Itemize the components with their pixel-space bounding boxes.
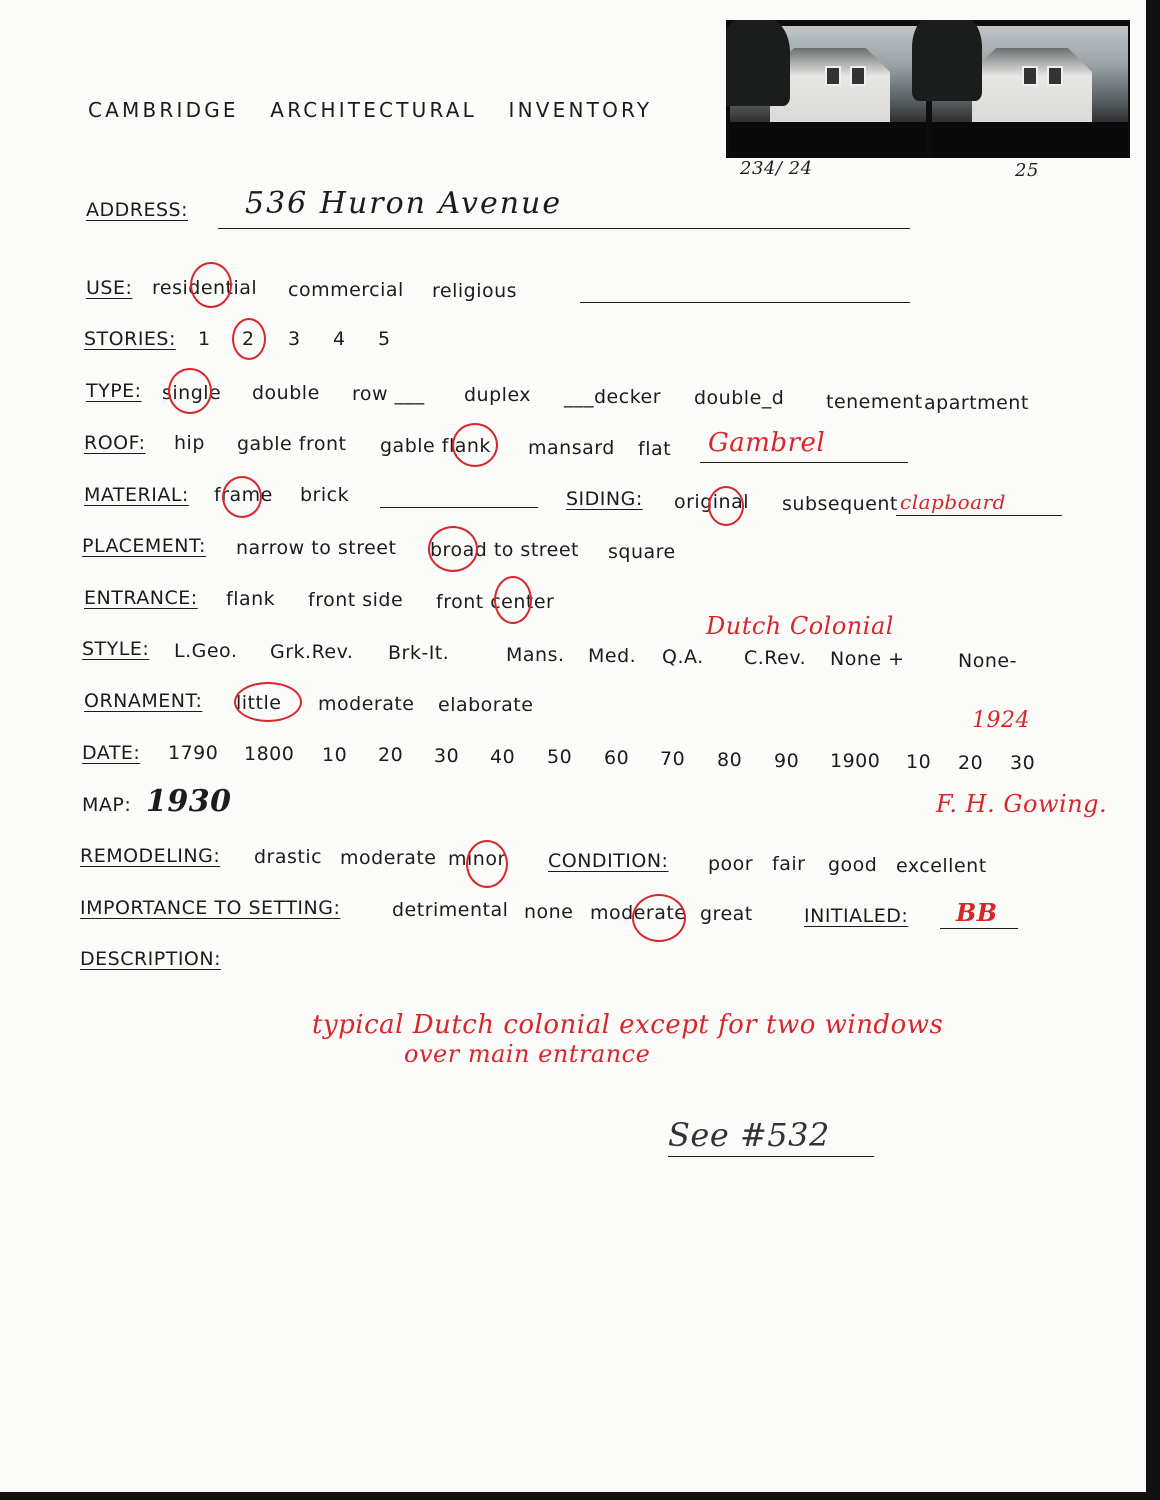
entrance-selection-circle	[494, 576, 532, 624]
roof-option-mansard: mansard	[528, 437, 615, 459]
type-selection-circle	[168, 368, 212, 414]
style-option-grkrev: Grk.Rev.	[270, 641, 354, 663]
condition-option-poor: poor	[708, 853, 754, 875]
date-label: DATE:	[82, 742, 141, 764]
ornament-option-elaborate: elaborate	[438, 694, 534, 716]
date-option-60: 60	[604, 747, 630, 769]
material-option-brick: brick	[300, 484, 350, 506]
remodeling-option-minor: minor	[448, 848, 506, 870]
entrance-label: ENTRANCE:	[84, 587, 198, 609]
condition-option-fair: fair	[772, 853, 806, 875]
type-option-tenement: tenement	[826, 391, 923, 413]
style-option-mans: Mans.	[506, 644, 565, 666]
material-option-frame: frame	[214, 484, 273, 506]
use-other-line	[580, 302, 910, 303]
type-option-duplex: duplex	[464, 384, 532, 406]
remodeling-label: REMODELING:	[80, 845, 221, 867]
date-option-1790: 1790	[168, 742, 219, 764]
importance-option-great: great	[700, 903, 753, 925]
condition-label: CONDITION:	[548, 850, 669, 872]
stories-selection-circle	[232, 318, 266, 360]
style-handwritten: Dutch Colonial	[706, 612, 894, 640]
material-label: MATERIAL:	[84, 484, 189, 506]
importance-option-none: none	[524, 901, 574, 923]
date-option-20: 20	[378, 744, 404, 766]
map-value: 1930	[146, 784, 232, 819]
condition-option-excellent: excellent	[896, 855, 987, 877]
siding-option-original: original	[674, 491, 750, 513]
date-option-90: 90	[774, 750, 800, 772]
style-option-med: Med.	[588, 645, 637, 667]
remodeling-option-moderate: moderate	[340, 847, 437, 869]
importance-selection-circle	[632, 894, 686, 942]
description-line-1: typical Dutch colonial except for two windows	[312, 1010, 944, 1040]
house-photo-left	[730, 26, 926, 156]
entrance-option-front-center: front center	[436, 591, 555, 613]
style-option-lgeo: L.Geo.	[174, 640, 238, 662]
roof-other-line	[700, 462, 908, 463]
stories-option-3: 3	[288, 328, 301, 350]
date-option-1910: 10	[906, 751, 932, 773]
initialed-value: BB	[956, 898, 998, 927]
date-option-1900: 1900	[830, 750, 881, 772]
use-label: USE:	[86, 277, 133, 299]
style-option-none-plus: None +	[830, 648, 905, 670]
remodeling-selection-circle	[466, 840, 508, 888]
placement-option-broad: broad to street	[430, 539, 580, 561]
siding-selection-circle	[708, 486, 744, 526]
roof-handwritten: Gambrel	[708, 428, 826, 458]
entrance-option-flank: flank	[226, 588, 276, 610]
ornament-selection-circle	[234, 682, 302, 722]
style-option-brkit: Brk-It.	[388, 642, 450, 664]
importance-option-moderate: moderate	[590, 902, 687, 924]
description-label: DESCRIPTION:	[80, 948, 222, 970]
photo-label-right: 25	[1015, 160, 1039, 181]
style-option-none-minus: None-	[958, 650, 1017, 672]
type-option-single: single	[162, 382, 222, 404]
siding-other-line	[896, 515, 1062, 516]
address-label: ADDRESS:	[86, 199, 188, 221]
use-option-religious: religious	[432, 280, 518, 302]
initialed-line	[940, 928, 1018, 929]
date-handwritten-year: 1924	[972, 708, 1030, 733]
see-note: See #532	[668, 1116, 830, 1154]
remodeling-option-drastic: drastic	[254, 846, 323, 868]
importance-option-detrimental: detrimental	[392, 899, 509, 921]
date-option-70: 70	[660, 748, 686, 770]
stories-option-2: 2	[242, 328, 255, 350]
type-option-decker: ___decker	[564, 386, 662, 408]
type-option-double-d: double_d	[694, 387, 785, 409]
stories-option-1: 1	[198, 328, 211, 350]
siding-handwritten: clapboard	[900, 490, 1006, 514]
address-line	[218, 228, 910, 229]
importance-label: IMPORTANCE TO SETTING:	[80, 897, 341, 919]
date-option-1930: 30	[1010, 752, 1036, 774]
style-label: STYLE:	[82, 638, 150, 660]
date-option-80: 80	[717, 749, 743, 771]
date-option-50: 50	[547, 746, 573, 768]
date-option-1800: 1800	[244, 743, 295, 765]
use-option-commercial: commercial	[288, 279, 404, 301]
roof-option-gable-front: gable front	[237, 433, 347, 455]
ornament-option-moderate: moderate	[318, 693, 415, 715]
date-option-40: 40	[490, 746, 516, 768]
placement-option-narrow: narrow to street	[236, 537, 397, 559]
date-option-10: 10	[322, 744, 348, 766]
form-title: CAMBRIDGE ARCHITECTURAL INVENTORY	[88, 98, 653, 122]
type-option-apartment: apartment	[924, 392, 1029, 414]
entrance-option-front-side: front side	[308, 589, 404, 611]
map-label: MAP:	[82, 794, 132, 816]
photo-strip	[726, 20, 1130, 158]
placement-option-square: square	[608, 541, 676, 563]
type-label: TYPE:	[86, 380, 142, 402]
condition-option-good: good	[828, 854, 878, 876]
roof-option-hip: hip	[174, 432, 205, 454]
address-value: 536 Huron Avenue	[245, 186, 563, 221]
placement-selection-circle	[428, 526, 478, 572]
roof-option-gable-flank: gable flank	[380, 435, 491, 457]
placement-label: PLACEMENT:	[82, 535, 206, 557]
siding-option-subsequent: subsequent	[782, 493, 898, 515]
use-selection-circle	[190, 262, 232, 308]
ornament-label: ORNAMENT:	[84, 690, 203, 712]
siding-label: SIDING:	[566, 488, 643, 510]
house-photo-right	[932, 26, 1128, 156]
stories-label: STORIES:	[84, 328, 176, 350]
roof-option-flat: flat	[638, 438, 672, 460]
roof-label: ROOF:	[84, 432, 146, 454]
use-option-residential: residential	[152, 277, 258, 299]
date-option-30: 30	[434, 745, 460, 767]
see-note-underline	[668, 1156, 874, 1157]
stories-option-5: 5	[378, 328, 391, 350]
material-other-line	[380, 507, 538, 508]
description-line-2: over main entrance	[404, 1040, 651, 1068]
material-selection-circle	[222, 476, 262, 518]
date-option-1920: 20	[958, 752, 984, 774]
style-option-qa: Q.A.	[662, 646, 704, 668]
style-option-crev: C.Rev.	[744, 647, 807, 669]
photo-label-left: 234/ 24	[740, 158, 813, 179]
stories-option-4: 4	[333, 328, 346, 350]
type-option-row: row ___	[352, 383, 425, 405]
type-option-double: double	[252, 382, 320, 404]
ornament-option-little: little	[236, 692, 282, 714]
roof-selection-circle	[452, 423, 498, 467]
date-handwritten-architect: F. H. Gowing.	[936, 790, 1108, 818]
initialed-label: INITIALED:	[804, 905, 909, 927]
